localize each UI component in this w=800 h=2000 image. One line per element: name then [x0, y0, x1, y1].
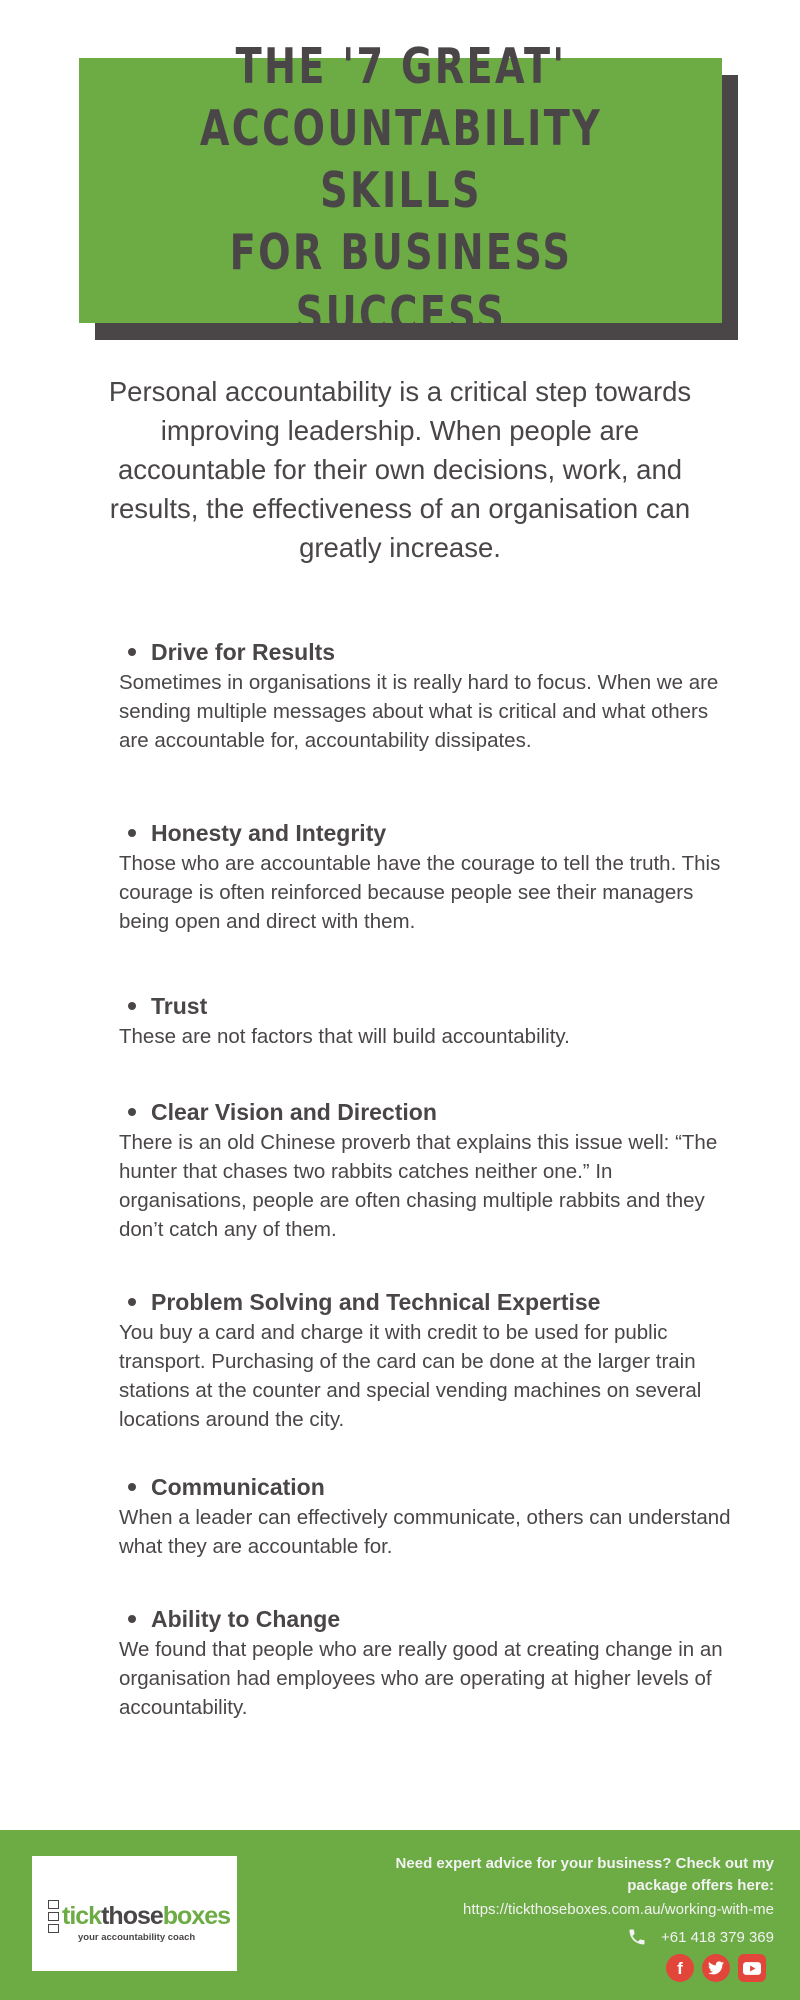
skill-description: Sometimes in organisations it is really hard to focus. When we are sending multiple messages about what is critical and what others are accountable for, accountability dissipates.	[119, 671, 719, 752]
logo-tagline: your accountability coach	[78, 1932, 196, 1943]
skill-title: Clear Vision and Direction	[151, 1098, 437, 1125]
title-line-2: ACCOUNTABILITY SKILLS	[199, 99, 602, 219]
skill-title: Honesty and Integrity	[151, 819, 387, 846]
checkbox-logo-icon	[48, 1900, 59, 1936]
footer-url-link[interactable]: https://tickthoseboxes.com.au/working-with-me	[463, 1901, 774, 1918]
bullet-icon	[128, 1483, 136, 1491]
logo-word-boxes: boxes	[162, 1902, 231, 1930]
skill-title: Trust	[151, 992, 208, 1019]
footer-cta-text: Need expert advice for your business? Check out my package offers here:	[395, 1855, 774, 1894]
twitter-icon[interactable]	[702, 1954, 730, 1982]
skill-description: Those who are accountable have the courage to tell the truth. This courage is often reinforced because people see their managers being open and direct with them.	[119, 852, 721, 933]
skill-heading	[119, 1286, 739, 1318]
skill-title: Ability to Change	[151, 1605, 341, 1632]
skill-heading	[119, 636, 739, 668]
skill-heading	[119, 1471, 739, 1503]
logo[interactable]	[32, 1856, 237, 1971]
social-links	[666, 1954, 766, 1982]
skill-item-ability-to-change	[119, 1603, 739, 1722]
logo-wordmark	[62, 1902, 230, 1931]
skill-title: Communication	[151, 1473, 325, 1500]
bullet-icon	[128, 1615, 136, 1623]
skill-heading	[119, 1603, 739, 1635]
skill-item-drive-for-results	[119, 636, 739, 755]
youtube-icon[interactable]	[738, 1954, 766, 1982]
skill-title: Drive for Results	[151, 638, 336, 665]
skill-heading	[119, 990, 739, 1022]
skill-item-problem-solving	[119, 1286, 739, 1434]
phone-icon	[627, 1927, 647, 1947]
facebook-glyph: f	[677, 1958, 683, 1978]
bullet-icon	[128, 648, 136, 656]
bullet-icon	[128, 1298, 136, 1306]
skill-item-trust	[119, 990, 739, 1051]
skill-title: Problem Solving and Technical Expertise	[151, 1288, 601, 1315]
page-title	[182, 36, 619, 346]
phone-number: +61 418 379 369	[660, 1928, 774, 1946]
skill-description: We found that people who are really good at creating change in an organisation had employees who are operating at higher levels of accountability.	[119, 1638, 723, 1719]
footer-phone[interactable]	[627, 1927, 774, 1947]
intro-paragraph: Personal accountability is a critical step towards improving leadership. When people are accountable for their own decisions, work, and results, the effectiveness of an organisation can greatly increase.	[108, 376, 692, 563]
skill-heading	[119, 817, 739, 849]
skill-item-honesty-and-integrity	[119, 817, 739, 936]
bullet-icon	[128, 829, 136, 837]
logo-word-those: those	[101, 1902, 163, 1930]
skill-description: You buy a card and charge it with credit to be used for public transport. Purchasing of the card can be done at the larger train stations at the counter and special vending machines on several locations around the city.	[119, 1321, 702, 1431]
bullet-icon	[128, 1108, 136, 1116]
skill-heading	[119, 1096, 739, 1128]
footer	[0, 1830, 800, 2000]
skill-item-clear-vision-and-direction	[119, 1096, 739, 1244]
skill-description: These are not factors that will build accountability.	[119, 1025, 570, 1048]
logo-word-tick: tick	[62, 1902, 102, 1930]
skill-description: When a leader can effectively communicate, others can understand what they are accountable for.	[119, 1506, 731, 1558]
bullet-icon	[128, 1002, 136, 1010]
skill-item-communication	[119, 1471, 739, 1561]
title-banner	[79, 37, 722, 343]
skill-description: There is an old Chinese proverb that explains this issue well: “The hunter that chases two rabbits catches neither one.” In organisations, people are often chasing multiple rabbits and they don’t catch any of them.	[119, 1131, 718, 1241]
title-line-1: THE '7 GREAT'	[235, 37, 566, 95]
title-line-3: FOR BUSINESS SUCCESS	[229, 223, 572, 343]
facebook-icon[interactable]	[666, 1954, 694, 1982]
